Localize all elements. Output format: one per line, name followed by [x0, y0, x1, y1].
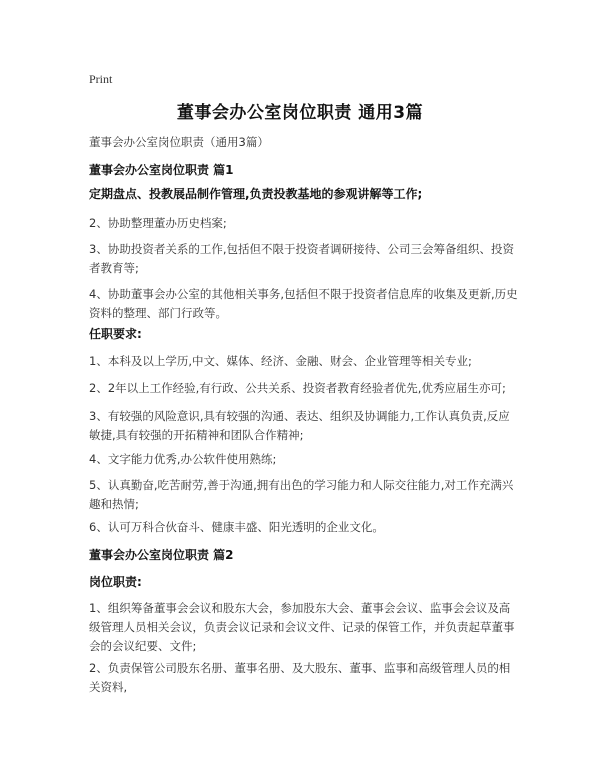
section-1-duty-4: 4、协助董事会办公室的其他相关事务,包括但不限于投资者信息库的收集及更新,历史资料的整理、部门行政等。: [89, 287, 518, 320]
section-2-duty-2: 2、负责保管公司股东名册、董事名册、及大股东、董事、监事和高级管理人员的相关资料,: [89, 661, 511, 694]
section-1-requirement-6: 6、认可万科合伙奋斗、健康丰盛、阳光透明的企业文化。: [89, 520, 384, 534]
section-1-duty-2: 2、协助整理董办历史档案;: [89, 216, 227, 230]
section-1-duty-3: 3、协助投资者关系的工作,包括但不限于投资者调研接待、公司三会筹备组织、投资者教育等;: [89, 242, 514, 275]
section-1-requirement-4: 4、文字能力优秀,办公软件使用熟练;: [89, 452, 277, 466]
print-link[interactable]: Print: [89, 72, 113, 86]
section-1-requirements-heading: 任职要求:: [89, 327, 142, 341]
section-1-requirement-5: 5、认真勤奋,吃苦耐劳,善于沟通,拥有出色的学习能力和人际交往能力,对工作充满兴趣和热情;: [89, 478, 514, 511]
section-2-duty-1: 1、组织筹备董事会会议和股东大会，参加股东大会、董事会会议、监事会会议及高级管理人员相关会议，负责会议记录和会议文件、记录的保管工作，并负责起草董事会的会议纪要、文件;: [89, 601, 515, 653]
section-1-duty-1: 定期盘点、投教展品制作管理,负责投教基地的参观讲解等工作;: [89, 187, 423, 201]
section-1-requirement-3: 3、有较强的风险意识,具有较强的沟通、表达、组织及协调能力,工作认真负责,反应敏捷,具有较强的开拓精神和团队合作精神;: [89, 409, 510, 442]
section-1-requirement-2: 2、2年以上工作经验,有行政、公共关系、投资者教育经验者优先,优秀应届生亦可;: [89, 381, 506, 395]
section-1-requirement-1: 1、本科及以上学历,中文、媒体、经济、金融、财会、企业管理等相关专业;: [89, 354, 472, 368]
page-title: 董事会办公室岗位职责 通用3篇: [176, 103, 424, 123]
section-2-duties-heading: 岗位职责:: [89, 575, 142, 589]
section-2-heading: 董事会办公室岗位职责 篇2: [89, 548, 234, 562]
section-1-heading: 董事会办公室岗位职责 篇1: [89, 163, 234, 177]
document-subtitle: 董事会办公室岗位职责（通用3篇）: [89, 135, 269, 149]
